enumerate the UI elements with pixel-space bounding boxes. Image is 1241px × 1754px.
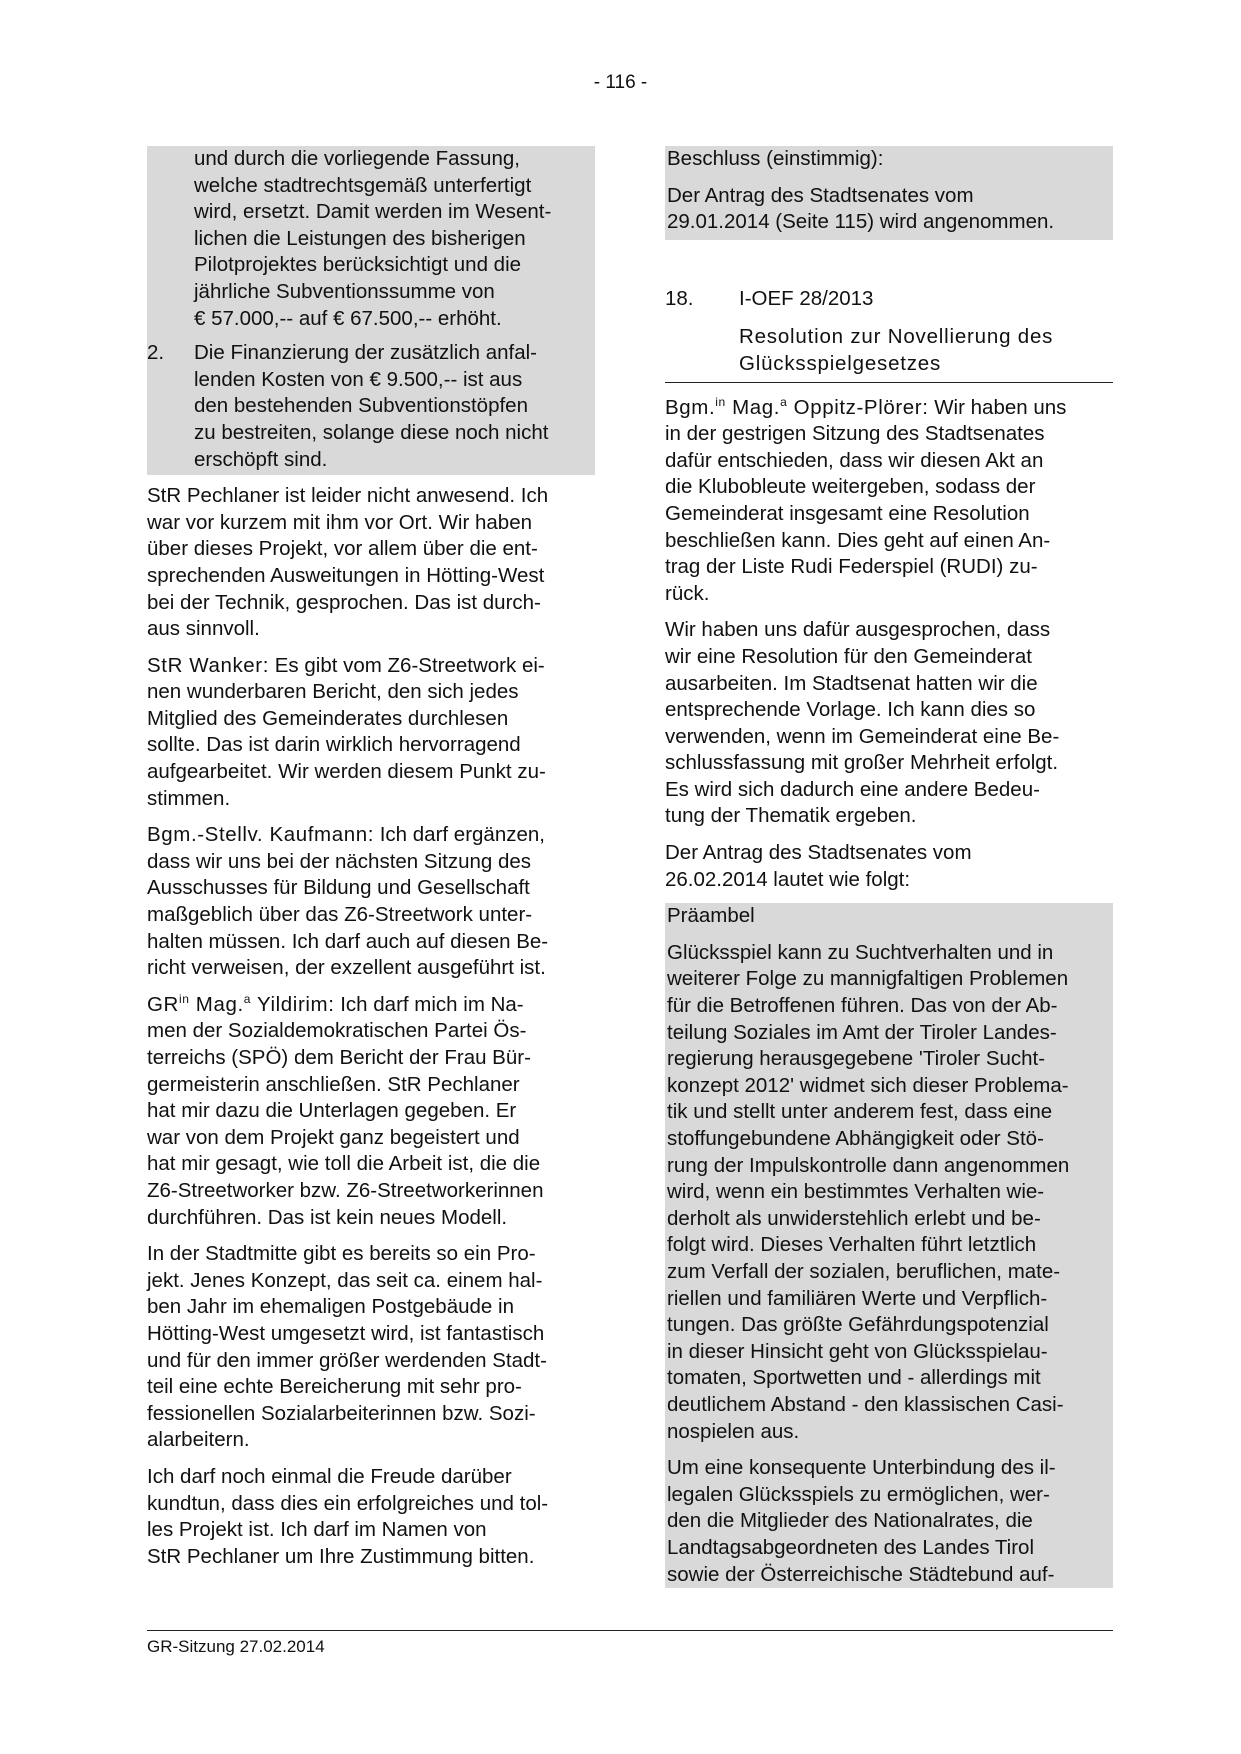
text-line: tung der Thematik ergeben.	[665, 804, 917, 828]
text-line: GR	[147, 992, 179, 1016]
agenda-title	[665, 324, 1113, 382]
paragraph-stadtmitte	[147, 1241, 595, 1454]
text-line: fessionellen Sozialarbeiterinnen bzw. Sozi-	[147, 1401, 536, 1425]
text-line: hat mir dazu die Unterlagen gegeben. Er	[147, 1099, 517, 1123]
text-line: nospielen aus.	[667, 1419, 800, 1443]
text-line: verwenden, wenn im Gemeinderat eine Be-	[665, 724, 1060, 748]
text-line: durchführen. Das ist kein neues Modell.	[147, 1205, 508, 1229]
text-line: 29.01.2014 (Seite 115) wird angenommen.	[667, 210, 1055, 234]
text-line: aufgearbeitet. Wir werden diesem Punkt zu-	[147, 760, 546, 784]
text-line: zu bestreiten, solange diese noch nicht	[194, 420, 549, 444]
text-line: in	[715, 394, 726, 409]
right-column	[665, 146, 1113, 1588]
text-line: sprechenden Ausweitungen in Hötting-West	[147, 563, 545, 587]
text-line: Yildirim:	[251, 992, 335, 1016]
text-line: men der Sozialdemokratischen Partei Ös-	[147, 1019, 527, 1043]
text-line: ausarbeiten. Im Stadtsenat hatten wir die	[665, 671, 1038, 695]
text-line: Glücksspiel kann zu Suchtverhalten und in	[667, 940, 1054, 964]
text-line: beschließen kann. Dies geht auf einen An-	[665, 528, 1051, 552]
text-line: sollte. Das ist darin wirklich hervorragend	[147, 733, 521, 757]
text-line: Wir haben uns	[928, 395, 1067, 419]
text-line: entsprechende Vorlage. Ich kann dies so	[665, 698, 1036, 722]
paragraph-wanker	[147, 653, 595, 813]
text-line: alarbeitern.	[147, 1428, 250, 1452]
text-line: Der Antrag des Stadtsenates vom	[665, 841, 972, 865]
motion-item-2-text	[194, 340, 595, 473]
text-line: dafür entschieden, dass wir diesen Akt an	[665, 448, 1044, 472]
text-line: wird, ersetzt. Damit werden im Wesent-	[194, 200, 552, 224]
text-line: terreichs (SPÖ) dem Bericht der Frau Bür-	[147, 1046, 531, 1069]
text-line: Glücksspielgesetzes	[739, 351, 942, 375]
paragraph-yildirim	[147, 992, 595, 1231]
text-line: Wir haben uns dafür ausgesprochen, dass	[665, 618, 1051, 642]
text-line: Ich darf noch einmal die Freude darüber	[147, 1464, 512, 1488]
text-line: aus sinnvoll.	[147, 617, 260, 641]
text-line: derholt als unwiderstehlich erlebt und be-	[667, 1206, 1041, 1230]
text-line: jährliche Subventionssumme von	[194, 279, 495, 303]
text-line: zum Verfall der sozialen, beruflichen, mate-	[667, 1259, 1061, 1283]
text-line: riellen und familiären Werte und Verpflich-	[667, 1286, 1048, 1310]
text-line: ben Jahr im ehemaligen Postgebäude in	[147, 1295, 514, 1319]
text-line: Es gibt vom Z6-Streetwork ei-	[269, 653, 545, 677]
motion-item-2-number: 2.	[147, 341, 165, 365]
text-line: teil eine echte Bereicherung mit sehr pro-	[147, 1375, 522, 1399]
text-line: regierung herausgegebene 'Tiroler Sucht-	[667, 1047, 1046, 1071]
text-line: lenden Kosten von € 9.500,-- ist aus	[194, 367, 523, 391]
text-line: Mag.	[189, 992, 244, 1016]
text-line: StR Pechlaner um Ihre Zustimmung bitten.	[147, 1544, 535, 1568]
decision-text	[667, 183, 1111, 236]
text-line: und für den immer größer werdenden Stadt-	[147, 1348, 547, 1372]
text-line: Es wird sich dadurch eine andere Bedeu-	[665, 777, 1040, 801]
text-line: tomaten, Sportwetten und - allerdings mit	[667, 1366, 1041, 1390]
text-line: rung der Impulskontrolle dann angenommen	[667, 1153, 1070, 1177]
footer-session-date: GR-Sitzung 27.02.2014	[147, 1637, 325, 1656]
left-column	[147, 146, 595, 1580]
text-line: in	[178, 991, 190, 1006]
text-line: Bgm.	[665, 395, 716, 419]
text-line: Oppitz-Plörer:	[787, 395, 929, 419]
text-line: Um eine konsequente Unterbindung des il-	[667, 1456, 1056, 1480]
text-line: Ich darf ergänzen,	[374, 823, 545, 847]
text-line: tungen. Das größte Gefährdungspotenzial	[667, 1313, 1049, 1337]
paragraph-kaufmann	[147, 822, 595, 982]
text-line: konzept 2012' widmet sich dieser Problema-	[667, 1073, 1069, 1097]
text-line: schlussfassung mit großer Mehrheit erfolgt.	[665, 751, 1059, 775]
text-line: Ich darf mich im Na-	[334, 992, 524, 1016]
text-line: für die Betroffenen führen. Das von der Ab-	[667, 994, 1058, 1018]
text-line: trag der Liste Rudi Federspiel (RUDI) zu-	[665, 555, 1038, 579]
text-line: den die Mitglieder des Nationalrates, die	[667, 1509, 1033, 1533]
text-line: les Projekt ist. Ich darf im Namen von	[147, 1518, 487, 1542]
text-line: in dieser Hinsicht geht von Glücksspielau-	[667, 1339, 1048, 1363]
text-line: stoffungebundene Abhängigkeit oder Stö-	[667, 1127, 1044, 1150]
text-line: Landtagsabgeordneten des Landes Tirol	[667, 1535, 1035, 1559]
text-line: erschöpft sind.	[194, 447, 328, 471]
text-line: welche stadtrechtsgemäß unterfertigt	[194, 173, 532, 197]
text-line: war vor kurzem mit ihm vor Ort. Wir haben	[147, 510, 533, 534]
motion-item-1-text	[147, 146, 595, 332]
text-line: Ausschusses für Bildung und Gesellschaft	[147, 876, 530, 900]
text-line: richt verweisen, der exzellent ausgeführt ist.	[147, 956, 546, 980]
text-line: rück.	[665, 581, 710, 605]
text-line: Die Finanzierung der zusätzlich anfal-	[194, 341, 537, 365]
text-line: in der gestrigen Sitzung des Stadtsenates	[665, 422, 1045, 446]
paragraph-zustimmung	[147, 1464, 595, 1570]
paragraph-pechlaner-absent	[147, 483, 595, 643]
text-line: germeisterin anschließen. StR Pechlaner	[147, 1072, 520, 1096]
text-line: Der Antrag des Stadtsenates vom	[667, 183, 974, 207]
agenda-number: 18.	[665, 286, 694, 310]
text-line: halten müssen. Ich darf auch auf diesen Be-	[147, 929, 549, 953]
text-line: € 57.000,-- auf € 67.500,-- erhöht.	[194, 306, 502, 330]
text-line: Mitglied des Gemeinderates durchlesen	[147, 706, 509, 730]
text-line: 26.02.2014 lautet wie folgt:	[665, 867, 911, 891]
preamble-heading: Präambel	[667, 904, 755, 928]
footer-divider	[147, 1630, 1113, 1631]
motion-item-2	[147, 340, 595, 475]
decision-heading: Beschluss (einstimmig):	[667, 147, 884, 170]
text-line: weiterer Folge zu mannigfaltigen Problemen	[667, 967, 1069, 991]
text-line: und durch die vorliegende Fassung,	[194, 147, 520, 170]
text-line: lichen die Leistungen des bisherigen	[194, 226, 526, 250]
text-line: Resolution zur Novellierung des	[739, 325, 1054, 349]
preamble-paragraph-2	[667, 1455, 1111, 1588]
text-line: hat mir gesagt, wie toll die Arbeit ist, die die	[147, 1152, 541, 1176]
text-line: a	[780, 394, 788, 409]
text-line: wird, wenn ein bestimmtes Verhalten wie-	[667, 1180, 1045, 1204]
speaker-name: StR Wanker:	[147, 653, 270, 677]
text-line: teilung Soziales im Amt der Tiroler Landes-	[667, 1020, 1057, 1044]
text-line: Mag.	[725, 395, 781, 419]
motion-text-block	[147, 146, 595, 475]
decision-block	[665, 146, 1113, 240]
text-line: bei der Technik, gesprochen. Das ist durch-	[147, 590, 541, 614]
text-line: maßgeblich über das Z6-Streetwork unter-	[147, 903, 533, 927]
text-line: stimmen.	[147, 786, 231, 810]
preamble-paragraph-1	[667, 940, 1111, 1445]
speaker-name: Bgm.-Stellv. Kaufmann:	[147, 823, 375, 847]
text-line: wir eine Resolution für den Gemeinderat	[665, 644, 1032, 668]
text-line: Hötting-West umgesetzt wird, ist fantastisch	[147, 1321, 545, 1345]
text-line: a	[243, 991, 252, 1006]
text-line: den bestehenden Subventionstöpfen	[194, 394, 528, 418]
agenda-code: I-OEF 28/2013	[739, 286, 874, 310]
paragraph-antrag-intro	[665, 840, 1113, 893]
text-line: tik und stellt unter anderem fest, dass eine	[667, 1100, 1053, 1124]
text-line: StR Pechlaner ist leider nicht anwesend. Ich	[147, 484, 549, 508]
text-line: die Klubobleute weitergeben, sodass der	[665, 475, 1036, 499]
speaker-name	[147, 993, 335, 1016]
text-line: über dieses Projekt, vor allem über die ent-	[147, 537, 538, 561]
motion-preamble-block	[665, 903, 1113, 1588]
text-line: Pilotprojektes berücksichtigt und die	[194, 253, 522, 277]
text-line: In der Stadtmitte gibt es bereits so ein Pro-	[147, 1242, 536, 1266]
text-line: nen wunderbaren Bericht, den sich jedes	[147, 680, 519, 704]
text-line: war von dem Projekt ganz begeistert und	[147, 1125, 520, 1149]
text-line: Z6-Streetworker bzw. Z6-Streetworkerinnen	[147, 1178, 544, 1202]
paragraph-oppitz-ploerer	[665, 395, 1113, 608]
text-line: folgt wird. Dieses Verhalten führt letztlich	[667, 1233, 1037, 1257]
text-line: dass wir uns bei der nächsten Sitzung des	[147, 849, 532, 873]
text-line: sowie der Österreichische Städtebund auf-	[667, 1562, 1055, 1586]
speaker-name	[665, 396, 929, 419]
text-line: jekt. Jenes Konzept, das seit ca. einem hal-	[147, 1268, 543, 1292]
agenda-item	[665, 286, 1113, 383]
text-line: deutlichem Abstand - den klassischen Casi-	[667, 1392, 1064, 1416]
text-line: Gemeinderat insgesamt eine Resolution	[665, 501, 1030, 525]
page-number: - 116 -	[593, 72, 648, 93]
paragraph-resolution-plan	[665, 617, 1113, 830]
text-line: kundtun, dass dies ein erfolgreiches und tol-	[147, 1491, 549, 1515]
text-line: legalen Glücksspiels zu ermöglichen, wer-	[667, 1482, 1050, 1506]
